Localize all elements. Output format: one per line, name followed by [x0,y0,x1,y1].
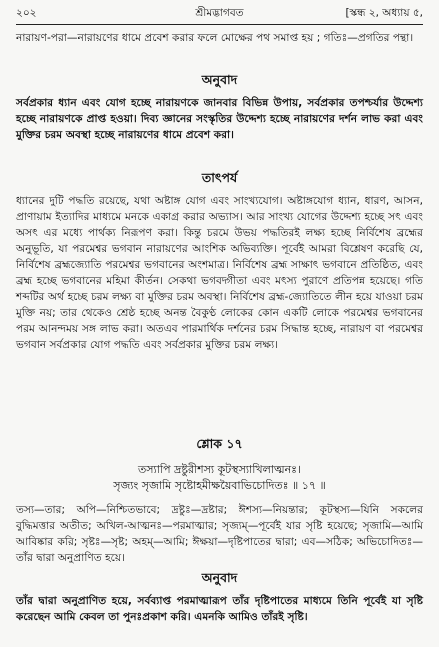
translation-heading-2: অনুবাদ [201,570,238,585]
verse-section [16,436,423,494]
translation-text-2: তাঁর দ্বারা অনুপ্রাণিত হয়ে, সর্বব্যাপ্ত পরমাত্মারূপ তাঁর দৃষ্টিপাতের মাধ্যমে তিনি পূর্বেই যা সৃষ্টি করেছেন আমি কেবল তা পুনঃপ্রকাশ করি। এমনকি আমিও তাঁরই সৃষ্টি। [16,595,423,623]
page-header [16,6,423,24]
synonyms-continuation [16,30,423,46]
verse-line-2: সৃজ্যং সৃজামি সৃষ্টোহমীক্ষয়ৈবাভিচোদিতঃ ॥ ১৭ ॥ [113,479,326,492]
header-rule [16,24,423,25]
purport-text: ধ্যানের দুটি পদ্ধতি রয়েছে, যথা অষ্টাঙ্গ যোগ এবং সাংখ্যযোগ। অষ্টাঙ্গযোগ ধ্যান, ধারণ, আসন, প্রাণায়াম ইত্যাদির মাধ্যমে মনকে একাগ্র করার অভ্যাস। আর সাংখ্য যোগের উদ্দেশ্য হচ্ছে সৎ এবং অসৎ এর মধ্যে পার্থক্য নিরূপণ করা। কিন্তু চরমে উভয় পদ্ধতিরই লক্ষ্য হচ্ছে নির্বিশেষ ব্রহ্মের অনুভূতি, যা পরমেশ্বর ভগবান নারায়ণের আংশিক অভিব্যক্তি। পূর্বেই আমরা বিশ্লেষণ করেছি যে, নির্বিশেষ ব্রহ্মজ্যোতি পরমেশ্বর ভগবানের অংশমাত্র। নির্বিশেষ ব্রহ্ম সাক্ষাৎ ভগবানে প্রতিষ্ঠিত, এবং ব্রহ্ম হচ্ছে ভগবানের মহিমা কীর্তন। সেকথা ভগবদ্গীতা এবং মৎস্য পুরাণে প্রতিপন্ন হয়েছে। গতি শব্দটির অর্থ হচ্ছে চরম লক্ষ্য বা মুক্তির চরম অবস্থা। নির্বিশেষ ব্রহ্ম-জ্যোতিতে লীন হয়ে যাওয়া চরম মুক্তি নয়; তার থেকেও শ্রেষ্ঠ হচ্ছে অনন্ত বৈকুণ্ঠ লোকের কোন একটি লোকে পরমেশ্বর ভগবানের পরম আনন্দময় সঙ্গ লাভ করা। অতএব পারমার্থিক দর্শনের চরম সিদ্ধান্ত হচ্ছে, নারায়ণ বা পরমেশ্বর ভগবান সর্বপ্রকার যোগ পদ্ধতি এবং সর্বপ্রকার মুক্তির চরম লক্ষ্য। [16,195,424,351]
purport-heading: তাৎপর্য [201,170,238,185]
translation-section-2 [16,570,423,625]
top-text: নারায়ণ-পরা—নারায়ণের ধামে প্রবেশ করার ফলে মোক্ষের পথ সমাপ্ত হয় ; গতিঃ—প্রগতির পন্থা। [16,32,414,44]
synonyms-section [16,502,423,566]
translation-section [16,72,423,143]
synonyms-text: তস্য—তার; অপি—নিশ্চিতভাবে; দ্রষ্টুঃ—দ্রষ্টার; ঈশস্য—নিয়ন্তার; কূটস্থস্য—যিনি সকলের বুদ্ধিমত্তার অতীত; অখিল-আত্মনঃ—পরমাত্মার; সৃজ্যম্—পূর্বেই যার সৃষ্টি হয়েছে; সৃজামি—আমি আবিষ্কার করি; সৃষ্টঃ—সৃষ্ট; অহম্—আমি; ঈক্ষয়া—দৃষ্টিপাতের দ্বারা; এব—সঠিক; অভিচোদিতঃ—তাঁর দ্বারা অনুপ্রাণিত হয়ে। [16,504,423,564]
translation-heading: অনুবাদ [201,72,238,87]
chapter-reference: [স্কন্ধ ২, অধ্যায় ৫, [345,7,423,19]
verse-number: শ্লোক ১৭ [196,436,243,451]
running-title: শ্রীমদ্ভাগবত [195,7,244,19]
translation-text: সর্বপ্রকার ধ্যান এবং যোগ হচ্ছে নারায়ণকে জানবার বিভিন্ন উপায়, সর্বপ্রকার তপশ্চর্যার উদ্দেশ্য হচ্ছে নারায়ণকে প্রাপ্ত হওয়া। দিব্য জ্ঞানের সংস্কৃতির উদ্দেশ্য হচ্ছে নারায়ণের দর্শন লাভ করা এবং মুক্তির চরম অবস্থা হচ্ছে নারায়ণের ধামে প্রবেশ করা। [16,97,423,141]
page-number: ২০২ [16,7,37,19]
purport-section [16,170,423,353]
verse-line-1: তস্যাপি দ্রষ্টুরীশস্য কূটস্থস্যাখিলাত্মনঃ। [138,463,301,476]
